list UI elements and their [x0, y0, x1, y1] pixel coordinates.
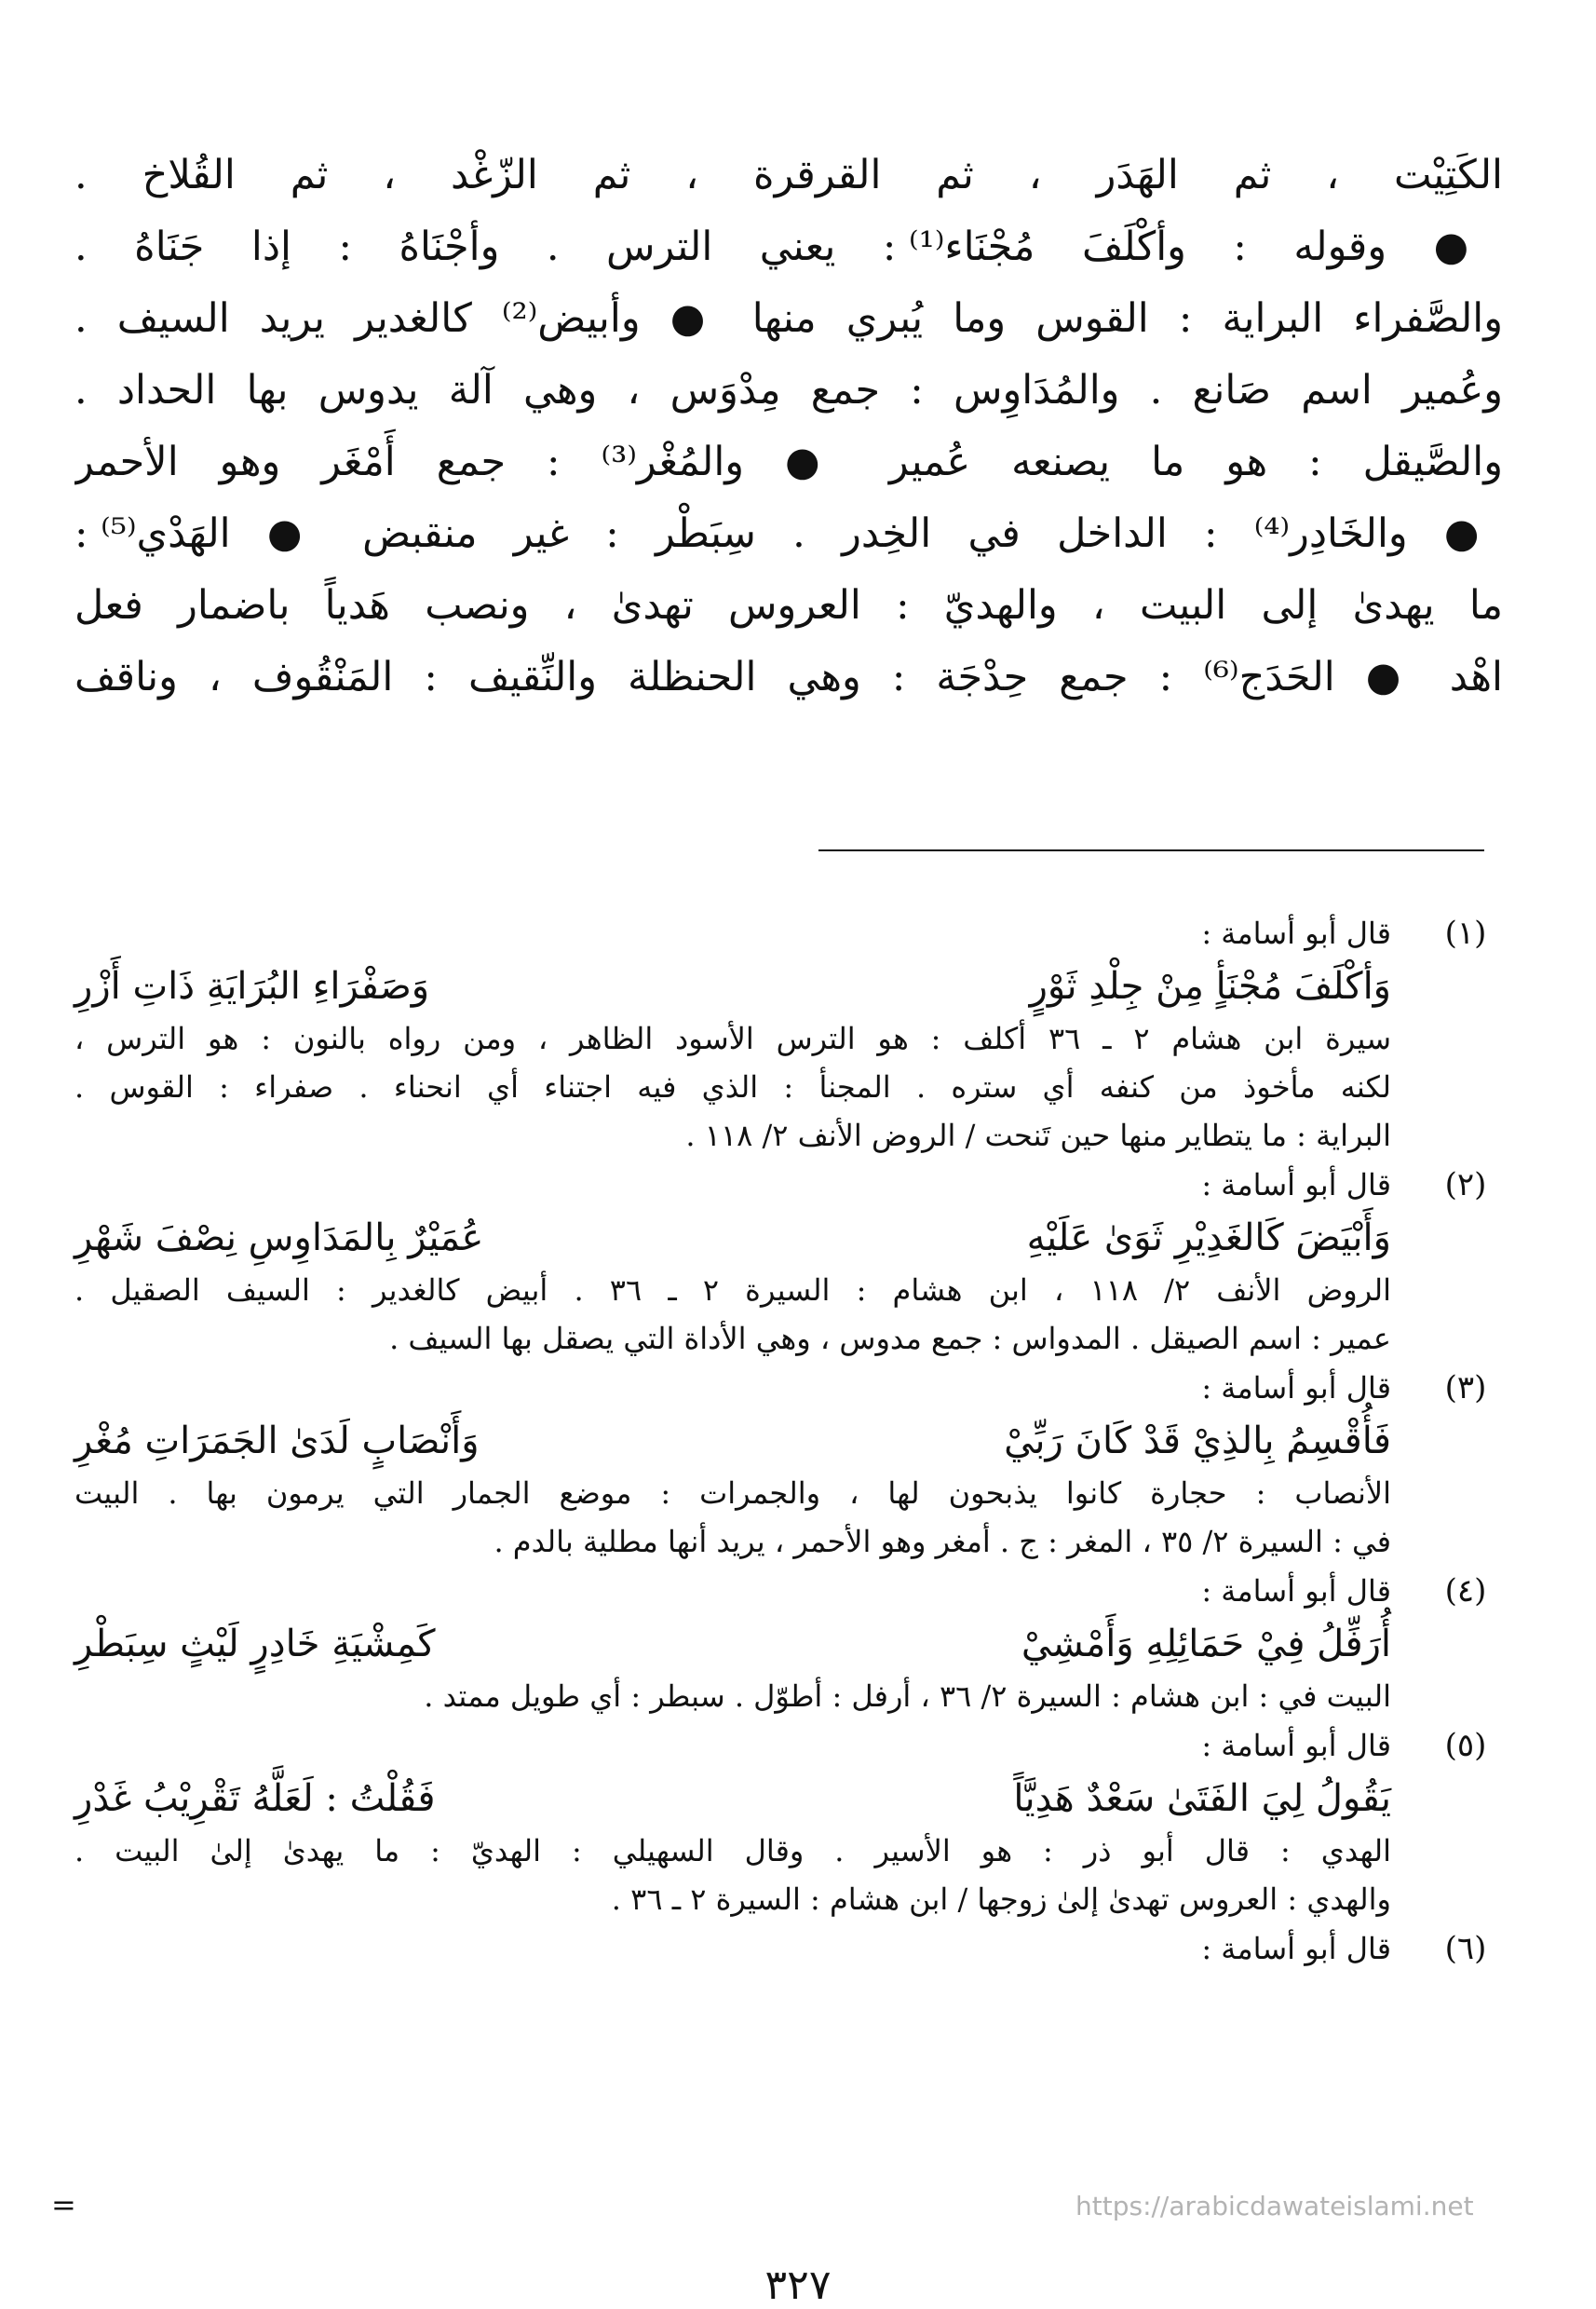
footnote-number: (٥) [1444, 1727, 1487, 1764]
footnotes [74, 908, 1503, 1974]
verse-first-hemistich: يَقُولُ لِيَ الفَتَىٰ سَعْدٌ هَدِيَّاً [1013, 1777, 1391, 1820]
footnote-line: الروض الأنف ٢/ ١١٨ ، ابن هشام : السيرة ٢ ـ ٣٦ . أبيض كالغدير : السيف الصقيل . [74, 1272, 1391, 1308]
footnote-line: البراية : ما يتطاير منها حين تَنحت / الروض الأنف ٢/ ١١٨ . [685, 1118, 1391, 1153]
poetry-verse [74, 1210, 1391, 1266]
poetry-verse [74, 1771, 1391, 1827]
footnote-6 [74, 1923, 1503, 1974]
poetry-verse [74, 1616, 1391, 1672]
footnote-number: (١) [1444, 915, 1487, 952]
footnote-heading: قال أبو أسامة : [1201, 1167, 1391, 1202]
footnote-number: (٣) [1444, 1369, 1487, 1406]
verse-first-hemistich: وَأَبْيَضَ كَالغَدِيْرِ ثَوَىٰ عَلَيْهِ [1026, 1216, 1391, 1259]
verse-second-hemistich: وَصَفْرَاءِ البُرَايَةِ ذَاتِ أَزْرِ [74, 965, 430, 1008]
footnote-line: لكنه مأخوذ من كنفه أي ستره . المجنأ : الذي فيه اجتناء أي انحناء . صفراء : القوس . [74, 1069, 1391, 1105]
text-line: وعُمير اسم صَانع . والمُدَاوِس : جمع مِدْوَس ، وهي آلة يدوس بها الحداد . [74, 367, 1503, 414]
verse-second-hemistich: كَمِشْيَةِ خَادِرٍ لَيْثٍ سِبَطْرِ [74, 1623, 436, 1665]
page-number: ٣٢٧ [764, 2261, 832, 2309]
footnote-2 [74, 1160, 1503, 1363]
text-line: اهْد ● الحَدَج⁽⁶⁾ : جمع حِدْجَة : وهي الحنظلة والنِّقيف : المَنْقُوف ، وناقف [74, 654, 1503, 700]
footnote-heading: قال أبو أسامة : [1201, 1931, 1391, 1966]
footnote-divider [818, 849, 1484, 851]
footnote-number: (٢) [1444, 1166, 1487, 1203]
continuation-mark: = [51, 2187, 76, 2222]
footnote-line: في : السيرة ٢/ ٣٥ ، المغر : ج . أمغر وهو الأحمر ، يريد أنها مطلية بالدم . [494, 1524, 1391, 1559]
footnote-line: الهدي : قال أبو ذر : هو الأسير . وقال السهيلي : الهديّ : ما يهدىٰ إلىٰ البيت . [74, 1833, 1391, 1868]
footnote-4 [74, 1566, 1503, 1720]
verse-second-hemistich: وَأَنْصَابٍ لَدَىٰ الجَمَرَاتِ مُغْرِ [74, 1419, 480, 1462]
text-line: ● والخَادِر⁽⁴⁾ : الداخل في الخِدر . سِبَطْر : غير منقبض ● الهَدْي⁽⁵⁾ : [74, 510, 1503, 557]
verse-second-hemistich: عُمَيْرٌ بِالمَدَاوِسِ نِصْفَ شَهْرِ [74, 1216, 484, 1259]
footnote-line: البيت في : ابن هشام : السيرة ٢/ ٣٦ ، أرفل : أطوّل . سبطر : أي طويل ممتد . [424, 1678, 1391, 1714]
footnote-heading: قال أبو أسامة : [1201, 1573, 1391, 1609]
text-line: الكَتِيْت ، ثم الهَدَر ، ثم القرقرة ، ثم الزّغْد ، ثم القُلاخ . [74, 152, 1503, 198]
main-text [74, 140, 1503, 713]
verse-first-hemistich: وَأكْلَفَ مُجْنَأٍ مِنْ جِلْدِ ثَوْرٍ [1029, 965, 1391, 1008]
footnote-heading: قال أبو أسامة : [1201, 1370, 1391, 1406]
footnote-number: (٤) [1444, 1572, 1487, 1610]
footnote-number: (٦) [1444, 1930, 1487, 1967]
verse-second-hemistich: فَقُلْتُ : لَعَلَّهُ تَقْرِيْبُ غَدْرِ [74, 1777, 436, 1820]
footnote-5 [74, 1720, 1503, 1923]
footnote-heading: قال أبو أسامة : [1201, 916, 1391, 951]
verse-first-hemistich: فَأُقْسِمُ بِالذِيْ قَدْ كَانَ رَبِّيْ [1004, 1419, 1391, 1462]
footnote-line: الأنصاب : حجارة كانوا يذبحون لها ، والجمرات : موضع الجمار التي يرمون بها . البيت [74, 1475, 1391, 1511]
footnote-line: سيرة ابن هشام ٢ ـ ٣٦ أكلف : هو الترس الأسود الظاهر ، ومن رواه بالنون : هو الترس ، [74, 1021, 1391, 1056]
footnote-line: عمير : اسم الصيقل . المدواس : جمع مدوس ، وهي الأداة التي يصقل بها السيف . [389, 1321, 1391, 1356]
poetry-verse [74, 1413, 1391, 1469]
footnote-1 [74, 908, 1503, 1160]
text-line: والصَّفراء البراية : القوس وما يُبري منها ● وأبيض⁽²⁾ كالغدير يريد السيف . [74, 295, 1503, 342]
text-line: ما يهدىٰ إلى البيت ، والهديّ : العروس تهدىٰ ، ونصب هَدياً باضمار فعل [74, 582, 1503, 629]
text-line: ● وقوله : وأكْلَفَ مُجْنَاء⁽¹⁾ : يعني الترس . وأجْنَاهُ : إذا جَنَاهُ . [74, 224, 1503, 270]
text-line: والصَّيقل : هو ما يصنعه عُمير ● والمُغْر⁽³⁾ : جمع أَمْغَر وهو الأحمر [74, 439, 1503, 485]
verse-first-hemistich: أُرَفِّلُ فِيْ حَمَائِلِهِ وَأَمْشِيْ [1021, 1623, 1391, 1665]
poetry-verse [74, 958, 1391, 1014]
watermark-url: https://arabicdawateislami.net [1075, 2191, 1474, 2221]
footnote-line: والهدي : العروس تهدىٰ إلىٰ زوجها / ابن هشام : السيرة ٢ ـ ٣٦ . [611, 1881, 1391, 1917]
footnote-3 [74, 1363, 1503, 1566]
footnote-heading: قال أبو أسامة : [1201, 1728, 1391, 1763]
